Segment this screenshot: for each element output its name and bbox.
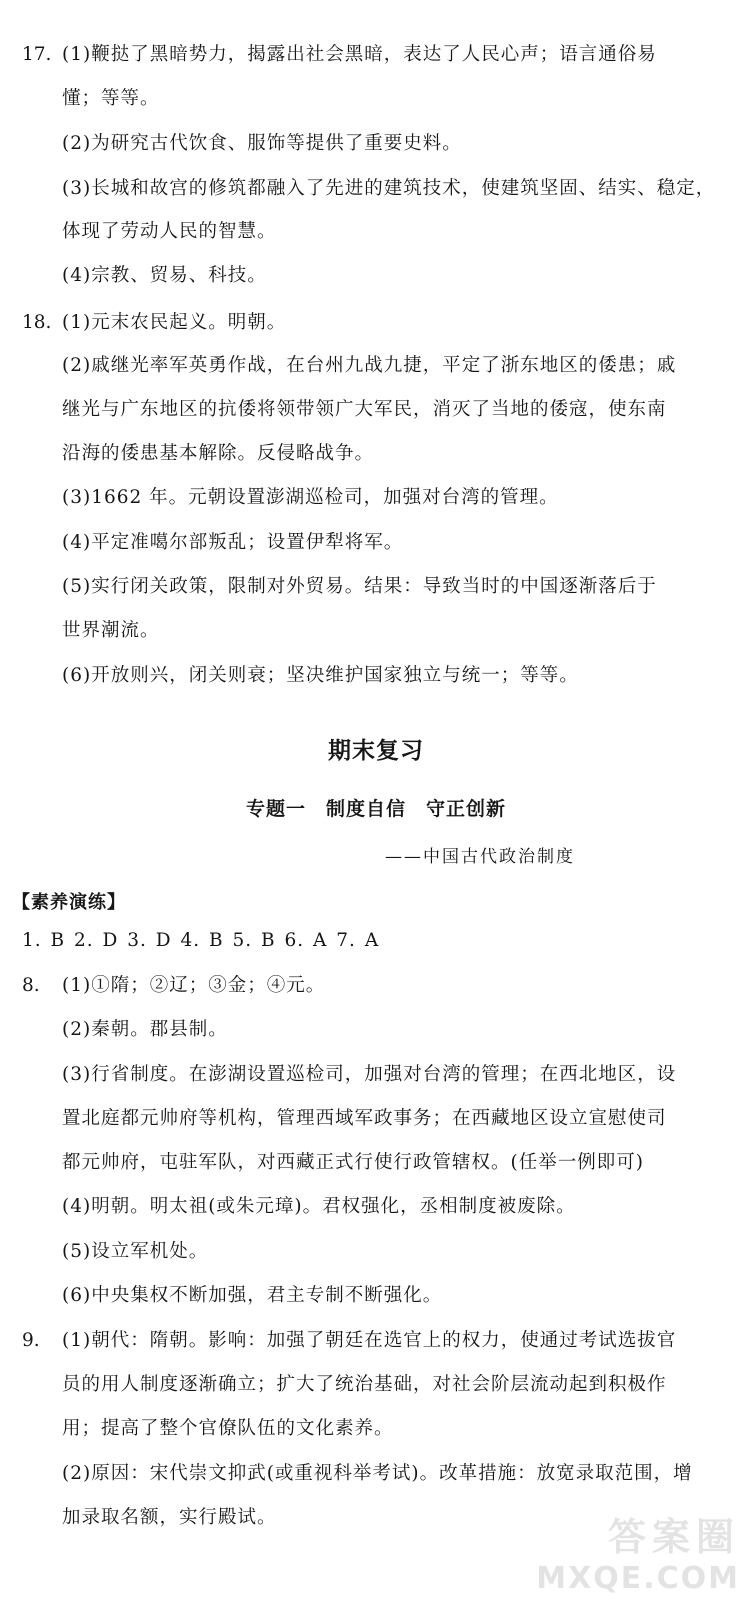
q8-line-6: (4)明朝。明太祖(或朱元璋)。君权强化，丞相制度被废除。: [62, 1196, 576, 1217]
practice-label: 【素养演练】: [12, 892, 126, 913]
q17-line-2: 懂；等等。: [62, 88, 160, 109]
q18-line-6: (4)平定准噶尔部叛乱；设置伊犁将军。: [62, 532, 404, 553]
q17-line-5: 体现了劳动人民的智慧。: [62, 221, 277, 242]
q18-line-8: 世界潮流。: [62, 620, 160, 641]
q17-line-4: (3)长城和故宫的修筑都融入了先进的建筑技术，使建筑坚固、结实、稳定，: [62, 178, 716, 199]
watermark-top: 答案圈: [607, 1515, 740, 1559]
q18-line-7: (5)实行闭关政策，限制对外贸易。结果：导致当时的中国逐渐落后于: [62, 576, 657, 597]
q17-line-3: (2)为研究古代饮食、服饰等提供了重要史料。: [62, 133, 462, 154]
section-note: ——中国古代政治制度: [385, 847, 575, 867]
watermark: [510, 1506, 740, 1594]
q8-line-3: (3)行省制度。在澎湖设置巡检司，加强对台湾的管理；在西北地区，设: [62, 1064, 677, 1085]
q9-line-1: (1)朝代：隋朝。影响：加强了朝廷在选官上的权力，使通过考试选拔官: [62, 1330, 677, 1351]
q18-line-2: (2)戚继光率军英勇作战，在台州九战九捷，平定了浙东地区的倭患；戚: [62, 355, 677, 376]
q8-line-2: (2)秦朝。郡县制。: [62, 1019, 228, 1040]
q18-line-5: (3)1662 年。元朝设置澎湖巡检司，加强对台湾的管理。: [62, 487, 559, 508]
q9-number: 9.: [22, 1330, 40, 1351]
q8-line-5: 都元帅府，屯驻军队，对西藏正式行使行政管辖权。(任举一例即可): [62, 1152, 644, 1173]
q17-line-6: (4)宗教、贸易、科技。: [62, 265, 267, 286]
q8-line-1: (1)①隋；②辽；③金；④元。: [62, 975, 326, 996]
q9-line-5: 加录取名额，实行殿试。: [62, 1507, 277, 1528]
q17-line-1: (1)鞭挞了黑暗势力，揭露出社会黑暗，表达了人民心声；语言通俗易: [62, 44, 657, 65]
q18-line-9: (6)开放则兴，闭关则衰；坚决维护国家独立与统一；等等。: [62, 665, 579, 686]
q17-number: 17.: [22, 44, 52, 65]
q8-number: 8.: [22, 975, 40, 996]
q18-line-4: 沿海的倭患基本解除。反侵略战争。: [62, 443, 375, 464]
section-title: 期末复习: [328, 738, 424, 764]
q18-number: 18.: [22, 312, 52, 333]
q18-line-3: 继光与广东地区的抗倭将领带领广大军民，消灭了当地的倭寇，使东南: [62, 399, 667, 420]
mc-answers: 1. B 2. D 3. D 4. B 5. B 6. A 7. A: [22, 930, 380, 951]
q8-line-8: (6)中央集权不断加强，君主专制不断强化。: [62, 1285, 443, 1306]
q9-line-3: 用；提高了整个官僚队伍的文化素养。: [62, 1418, 394, 1439]
watermark-bottom: MXQE.COM: [536, 1561, 740, 1596]
q9-line-4: (2)原因：宋代崇文抑武(或重视科举考试)。改革措施：放宽录取范围，增: [62, 1463, 693, 1484]
q9-line-2: 员的用人制度逐渐确立；扩大了统治基础，对社会阶层流动起到积极作: [62, 1374, 667, 1395]
section-subtitle: 专题一 制度自信 守正创新: [245, 798, 506, 820]
q18-line-1: (1)元末农民起义。明朝。: [62, 312, 287, 333]
q8-line-4: 置北庭都元帅府等机构，管理西域军政事务；在西藏地区设立宣慰使司: [62, 1108, 667, 1129]
q8-line-7: (5)设立军机处。: [62, 1241, 209, 1262]
